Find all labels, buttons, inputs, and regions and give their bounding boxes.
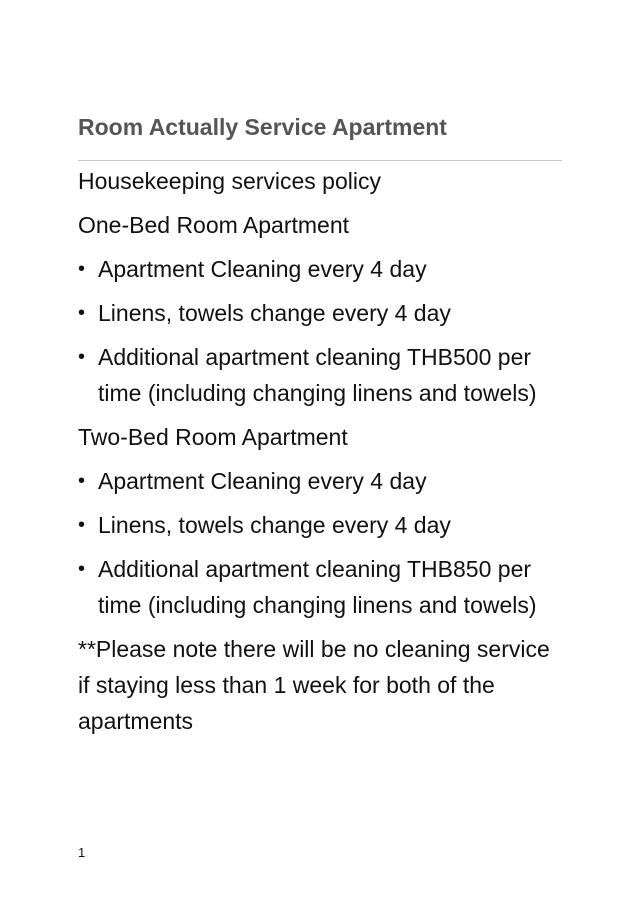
list-item <box>78 251 558 287</box>
bullet-icon: • <box>78 514 86 536</box>
bullet-icon: • <box>78 302 86 324</box>
list-item-text: Additional apartment cleaning THB500 per time (including changing linens and towels) <box>98 344 537 406</box>
two-bed-list <box>78 463 558 623</box>
list-item <box>78 295 558 331</box>
one-bed-list <box>78 251 558 411</box>
list-item-text: Apartment Cleaning every 4 day <box>98 256 427 282</box>
bullet-icon: • <box>78 558 86 580</box>
bullet-icon: • <box>78 470 86 492</box>
list-item-text: Linens, towels change every 4 day <box>98 512 451 538</box>
title-divider <box>78 160 562 161</box>
list-item-text: Apartment Cleaning every 4 day <box>98 468 427 494</box>
one-bed-heading: One-Bed Room Apartment <box>78 212 350 238</box>
section-heading: Housekeeping services policy <box>78 168 381 194</box>
two-bed-heading: Two-Bed Room Apartment <box>78 424 348 450</box>
list-item <box>78 339 558 411</box>
list-item <box>78 507 558 543</box>
list-item-text: Additional apartment cleaning THB850 per time (including changing linens and towels) <box>98 556 537 618</box>
list-item <box>78 551 558 623</box>
bullet-icon: • <box>78 258 86 280</box>
document-body <box>78 163 558 747</box>
page-number: 1 <box>78 845 86 860</box>
bullet-icon: • <box>78 346 86 368</box>
list-item <box>78 463 558 499</box>
page-title: Room Actually Service Apartment <box>78 114 447 140</box>
cleaning-note: **Please note there will be no cleaning service if staying less than 1 week for both of the apartments <box>78 636 550 734</box>
list-item-text: Linens, towels change every 4 day <box>98 300 451 326</box>
